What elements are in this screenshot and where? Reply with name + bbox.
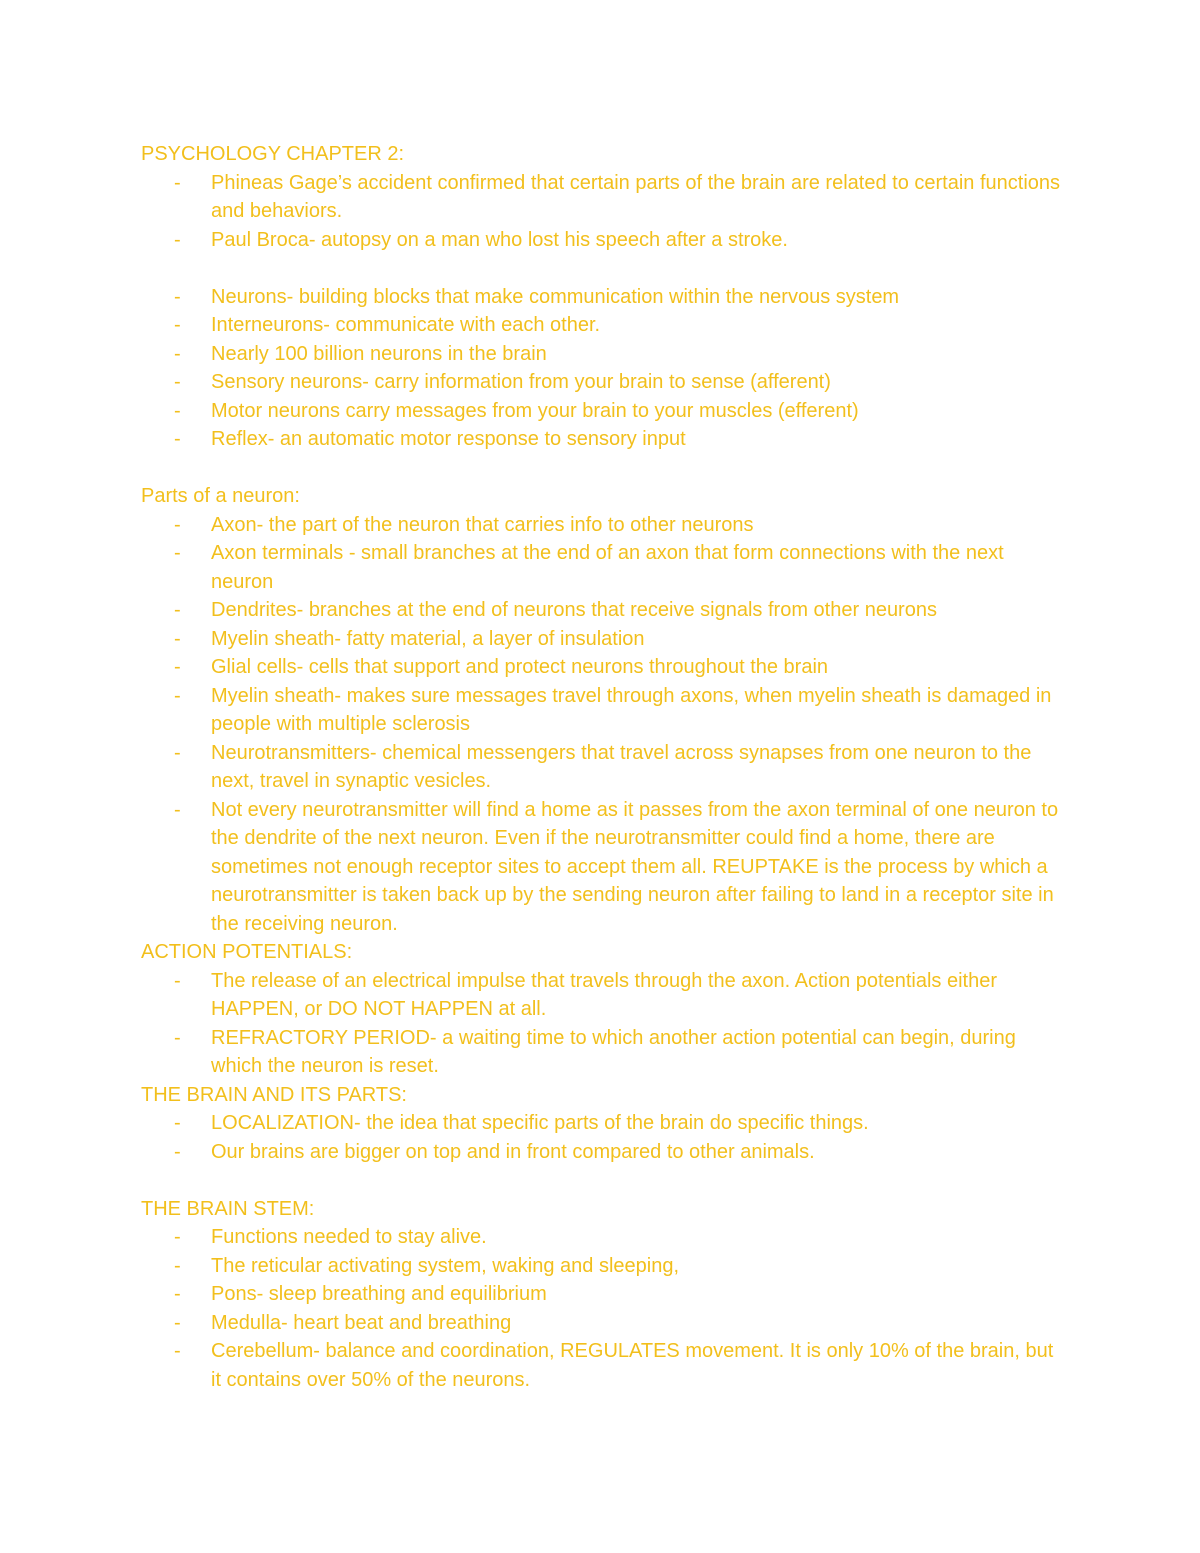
bullet-dash: -: [174, 399, 181, 422]
bullet-dash: -: [174, 1254, 181, 1277]
bullet-dash: -: [174, 342, 181, 365]
list-item-text: Our brains are bigger on top and in front compared to other animals.: [211, 1140, 815, 1163]
bullet-dash: -: [174, 542, 181, 564]
bullet-dash: -: [174, 314, 181, 336]
bullet-dash: -: [174, 1340, 181, 1362]
list-item: [141, 1337, 1061, 1394]
bullet-dash: -: [174, 684, 181, 707]
list-item-text: Neurotransmitters- chemical messengers that travel across synapses from one neuron to the next, travel in synaptic vesicles.: [211, 741, 1032, 792]
bullet-list: [141, 283, 1061, 454]
list-item-text: The reticular activating system, waking and sleeping,: [211, 1254, 680, 1277]
list-item-text: Myelin sheath- makes sure messages travel through axons, when myelin sheath is damaged in people with multiple sclerosis: [211, 684, 1052, 735]
list-item: [141, 653, 1061, 682]
list-item: [141, 1024, 1061, 1081]
list-item: [141, 283, 1061, 312]
list-item: [141, 1309, 1061, 1338]
list-item-text: Dendrites- branches at the end of neurons that receive signals from other neurons: [211, 599, 937, 621]
bullet-dash: -: [174, 1226, 181, 1248]
bullet-dash: -: [174, 228, 181, 251]
list-item: [141, 796, 1061, 939]
list-item-text: Medulla- heart beat and breathing: [211, 1311, 512, 1334]
list-item-text: REFRACTORY PERIOD- a waiting time to which another action potential can begin, during which the neuron is reset.: [211, 1026, 1016, 1077]
bullet-dash: -: [174, 599, 181, 621]
bullet-dash: -: [174, 1283, 181, 1305]
list-item-text: Neurons- building blocks that make communication within the nervous system: [211, 285, 900, 308]
list-item-text: Reflex- an automatic motor response to sensory input: [211, 428, 686, 450]
list-item: [141, 625, 1061, 654]
bullet-dash: -: [174, 627, 181, 650]
list-item-text: Pons- sleep breathing and equilibrium: [211, 1283, 547, 1305]
list-item: [141, 340, 1061, 369]
bullet-dash: -: [174, 371, 181, 393]
bullet-list: [141, 1109, 1061, 1166]
blank-line: [141, 254, 1061, 283]
blank-line: [141, 454, 1061, 483]
list-item: [141, 397, 1061, 426]
section-heading: Parts of a neuron:: [141, 485, 300, 507]
list-item-text: LOCALIZATION- the idea that specific parts of the brain do specific things.: [211, 1112, 869, 1134]
list-item: [141, 1223, 1061, 1252]
bullet-list: [141, 967, 1061, 1081]
list-item: [141, 682, 1061, 739]
list-item: [141, 967, 1061, 1024]
bullet-dash: -: [174, 1026, 181, 1049]
list-item-text: Glial cells- cells that support and protect neurons throughout the brain: [211, 656, 829, 678]
bullet-dash: -: [174, 1112, 181, 1134]
list-item-text: Interneurons- communicate with each other.: [211, 314, 601, 336]
list-item: [141, 1138, 1061, 1167]
list-item: [141, 739, 1061, 796]
list-item-text: Axon terminals - small branches at the end of an axon that form connections with the next neuron: [211, 542, 1004, 593]
list-item: [141, 1252, 1061, 1281]
list-item-text: Myelin sheath- fatty material, a layer of insulation: [211, 627, 645, 650]
list-item-text: Not every neurotransmitter will find a home as it passes from the axon terminal of one neuron to the dendrite of the next neuron. Even if the neurotransmitter could find a home, there are sometimes not enough receptor sites to accept them all. REUPTAKE is the process by which a neurotransmitter is taken back up by the sending neuron after failing to land in a receptor site in the receiving neuron.: [211, 798, 1059, 935]
section-heading: ACTION POTENTIALS:: [141, 941, 353, 963]
bullet-dash: -: [174, 656, 181, 678]
list-item-text: Sensory neurons- carry information from your brain to sense (afferent): [211, 371, 831, 393]
bullet-dash: -: [174, 741, 181, 764]
list-item: [141, 425, 1061, 454]
bullet-list: [141, 1223, 1061, 1394]
list-item-text: Cerebellum- balance and coordination, REGULATES movement. It is only 10% of the brain, but it contains over 50% of the neurons.: [211, 1340, 1054, 1391]
list-item-text: Functions needed to stay alive.: [211, 1226, 487, 1248]
list-item-text: Nearly 100 billion neurons in the brain: [211, 342, 547, 365]
section-heading: PSYCHOLOGY CHAPTER 2:: [141, 143, 405, 165]
list-item: [141, 511, 1061, 540]
list-item: [141, 539, 1061, 596]
bullet-dash: -: [174, 285, 181, 308]
section-heading: THE BRAIN AND ITS PARTS:: [141, 1083, 407, 1106]
blank-line: [141, 1166, 1061, 1195]
list-item: [141, 226, 1061, 255]
list-item-text: Axon- the part of the neuron that carries info to other neurons: [211, 513, 754, 536]
list-item: [141, 596, 1061, 625]
list-item-text: Paul Broca- autopsy on a man who lost his speech after a stroke.: [211, 228, 788, 251]
list-item-text: Phineas Gage’s accident confirmed that certain parts of the brain are related to certain functions and behaviors.: [211, 171, 1061, 222]
section-heading: THE BRAIN STEM:: [141, 1197, 315, 1220]
bullet-list: [141, 511, 1061, 939]
list-item: [141, 368, 1061, 397]
bullet-dash: -: [174, 1311, 181, 1334]
list-item: [141, 169, 1061, 226]
list-item: [141, 311, 1061, 340]
bullet-dash: -: [174, 969, 181, 992]
bullet-dash: -: [174, 428, 181, 450]
bullet-dash: -: [174, 171, 181, 194]
bullet-dash: -: [174, 798, 181, 821]
bullet-dash: -: [174, 513, 181, 536]
bullet-dash: -: [174, 1140, 181, 1163]
bullet-list: [141, 169, 1061, 255]
list-item: [141, 1109, 1061, 1138]
list-item-text: The release of an electrical impulse that travels through the axon. Action potentials either HAPPEN, or DO NOT HAPPEN at all.: [211, 969, 998, 1020]
list-item-text: Motor neurons carry messages from your brain to your muscles (efferent): [211, 399, 859, 422]
document-page: [141, 140, 1061, 1394]
list-item: [141, 1280, 1061, 1309]
